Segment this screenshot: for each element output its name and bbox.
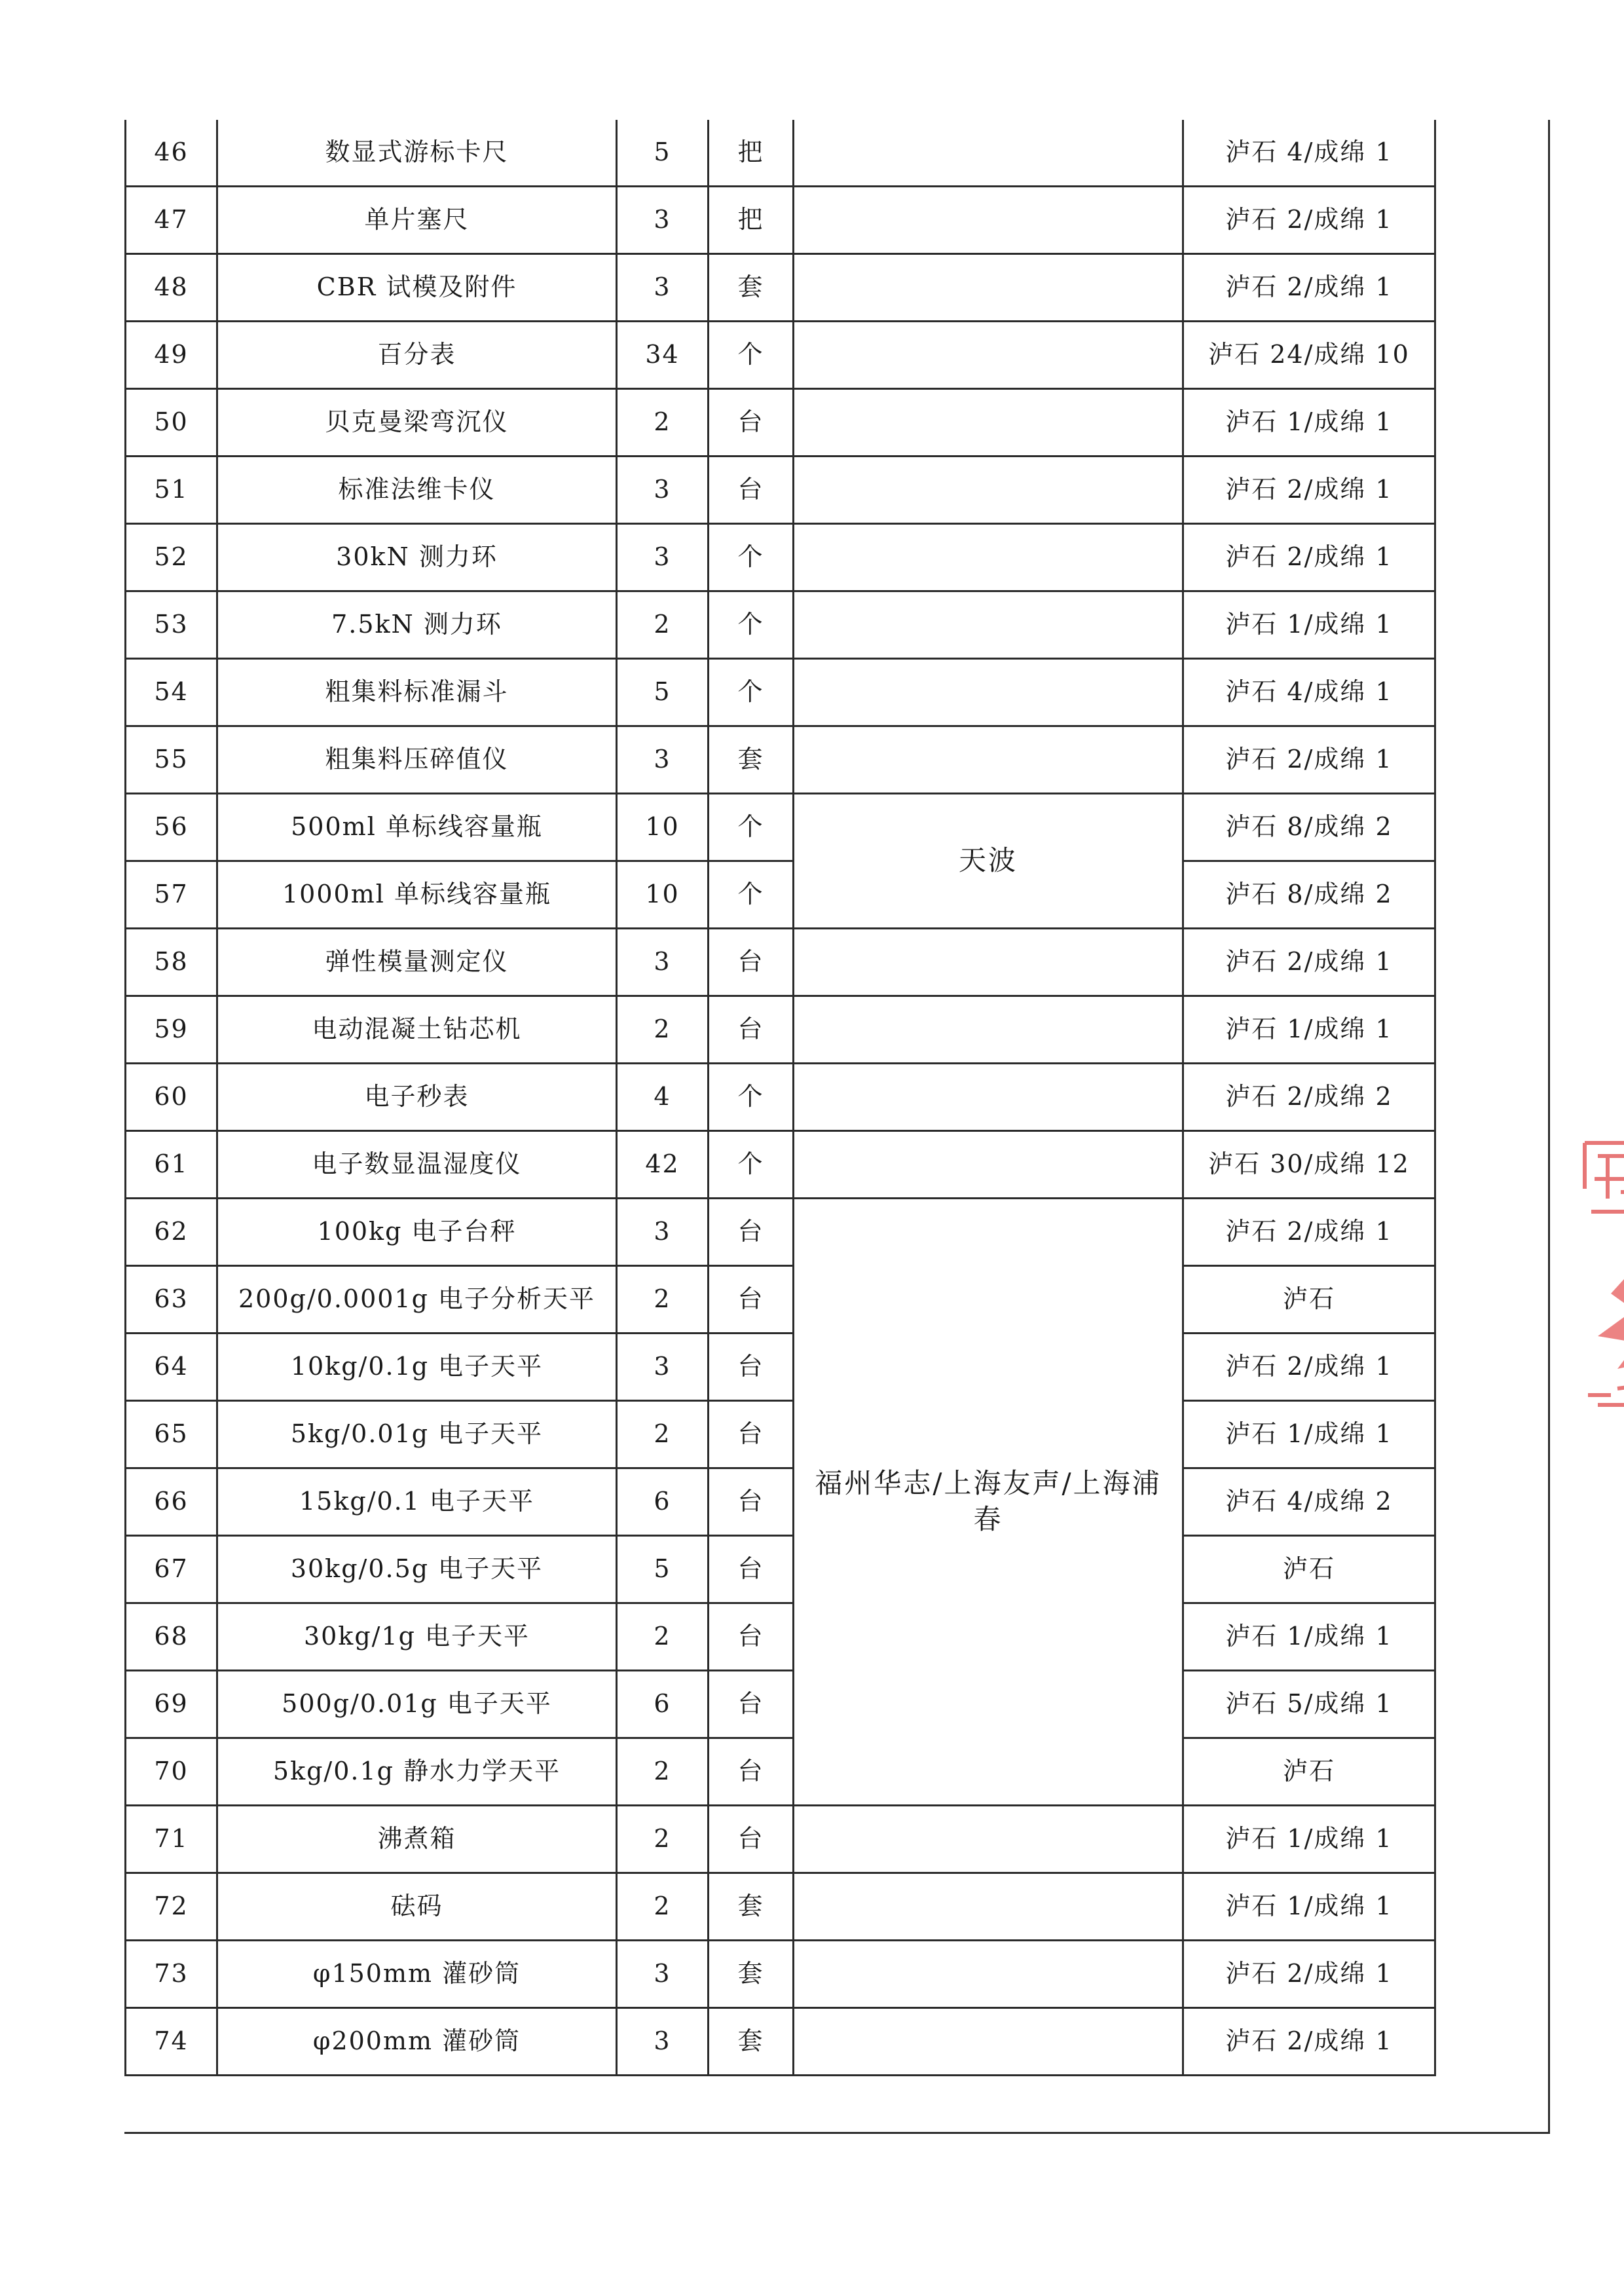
- equipment-name-cell: 粗集料压碎值仪: [217, 726, 617, 794]
- distribution-cell: 泸石 1/成绵 1: [1183, 1603, 1435, 1671]
- table-row: [126, 1468, 1435, 1536]
- distribution-cell: 泸石 1/成绵 1: [1183, 1873, 1435, 1941]
- quantity-cell: 3: [617, 2008, 709, 2076]
- table-row: [126, 2008, 1435, 2076]
- equipment-name-cell: 百分表: [217, 322, 617, 389]
- manufacturer-cell: [794, 929, 1183, 996]
- distribution-cell: 泸石 2/成绵 1: [1183, 2008, 1435, 2076]
- unit-cell: 套: [709, 1873, 794, 1941]
- equipment-name-cell: 标准法维卡仪: [217, 457, 617, 524]
- row-number-cell: 64: [126, 1334, 217, 1401]
- table-row: [126, 794, 1435, 861]
- distribution-cell: 泸石 5/成绵 1: [1183, 1671, 1435, 1738]
- distribution-cell: 泸石 24/成绵 10: [1183, 322, 1435, 389]
- distribution-cell: 泸石: [1183, 1266, 1435, 1334]
- manufacturer-cell: [794, 524, 1183, 591]
- row-number-cell: 61: [126, 1131, 217, 1199]
- unit-cell: 台: [709, 1401, 794, 1468]
- quantity-cell: 3: [617, 1334, 709, 1401]
- table-row: [126, 120, 1435, 187]
- manufacturer-cell: [794, 591, 1183, 659]
- table-row: [126, 524, 1435, 591]
- distribution-cell: 泸石 1/成绵 1: [1183, 1806, 1435, 1873]
- unit-cell: 套: [709, 726, 794, 794]
- quantity-cell: 2: [617, 1401, 709, 1468]
- unit-cell: 个: [709, 591, 794, 659]
- manufacturer-cell: [794, 322, 1183, 389]
- equipment-name-cell: 30kg/1g 电子天平: [217, 1603, 617, 1671]
- distribution-cell: 泸石 4/成绵 1: [1183, 120, 1435, 187]
- row-number-cell: 65: [126, 1401, 217, 1468]
- equipment-table-page: [124, 120, 1550, 2134]
- equipment-name-cell: 单片塞尺: [217, 187, 617, 254]
- unit-cell: 套: [709, 2008, 794, 2076]
- quantity-cell: 3: [617, 929, 709, 996]
- equipment-name-cell: 500ml 单标线容量瓶: [217, 794, 617, 861]
- row-number-cell: 72: [126, 1873, 217, 1941]
- row-number-cell: 71: [126, 1806, 217, 1873]
- table-row: [126, 1806, 1435, 1873]
- distribution-cell: 泸石 4/成绵 1: [1183, 659, 1435, 726]
- unit-cell: 个: [709, 1131, 794, 1199]
- table-row: [126, 1131, 1435, 1199]
- unit-cell: 台: [709, 1536, 794, 1603]
- equipment-name-cell: 30kg/0.5g 电子天平: [217, 1536, 617, 1603]
- table-row: [126, 254, 1435, 322]
- equipment-name-cell: 沸煮箱: [217, 1806, 617, 1873]
- unit-cell: 台: [709, 996, 794, 1064]
- manufacturer-cell: [794, 1806, 1183, 1873]
- manufacturer-cell: [794, 2008, 1183, 2076]
- manufacturer-cell: [794, 1131, 1183, 1199]
- quantity-cell: 42: [617, 1131, 709, 1199]
- row-number-cell: 49: [126, 322, 217, 389]
- row-number-cell: 56: [126, 794, 217, 861]
- quantity-cell: 3: [617, 524, 709, 591]
- unit-cell: 台: [709, 1603, 794, 1671]
- quantity-cell: 2: [617, 1603, 709, 1671]
- quantity-cell: 2: [617, 1266, 709, 1334]
- quantity-cell: 3: [617, 187, 709, 254]
- unit-cell: 个: [709, 861, 794, 929]
- table-row: [126, 591, 1435, 659]
- table-row: [126, 457, 1435, 524]
- table-row: [126, 322, 1435, 389]
- row-number-cell: 58: [126, 929, 217, 996]
- equipment-name-cell: 贝克曼梁弯沉仪: [217, 389, 617, 457]
- row-number-cell: 59: [126, 996, 217, 1064]
- row-number-cell: 57: [126, 861, 217, 929]
- quantity-cell: 3: [617, 254, 709, 322]
- unit-cell: 个: [709, 794, 794, 861]
- row-number-cell: 73: [126, 1941, 217, 2008]
- distribution-cell: 泸石 8/成绵 2: [1183, 794, 1435, 861]
- equipment-name-cell: 500g/0.01g 电子天平: [217, 1671, 617, 1738]
- manufacturer-cell: 福州华志/上海友声/上海浦春: [794, 1199, 1183, 1806]
- table-row: [126, 1334, 1435, 1401]
- distribution-cell: 泸石 2/成绵 2: [1183, 1064, 1435, 1131]
- equipment-name-cell: 7.5kN 测力环: [217, 591, 617, 659]
- row-number-cell: 74: [126, 2008, 217, 2076]
- distribution-cell: 泸石 2/成绵 1: [1183, 457, 1435, 524]
- distribution-cell: 泸石 30/成绵 12: [1183, 1131, 1435, 1199]
- quantity-cell: 10: [617, 861, 709, 929]
- unit-cell: 台: [709, 1266, 794, 1334]
- unit-cell: 个: [709, 659, 794, 726]
- equipment-name-cell: 1000ml 单标线容量瓶: [217, 861, 617, 929]
- unit-cell: 台: [709, 1738, 794, 1806]
- table-row: [126, 1738, 1435, 1806]
- row-number-cell: 68: [126, 1603, 217, 1671]
- distribution-cell: 泸石 2/成绵 1: [1183, 1941, 1435, 2008]
- unit-cell: 把: [709, 120, 794, 187]
- table-row: [126, 1941, 1435, 2008]
- quantity-cell: 6: [617, 1671, 709, 1738]
- distribution-cell: 泸石 1/成绵 1: [1183, 996, 1435, 1064]
- quantity-cell: 3: [617, 1199, 709, 1266]
- unit-cell: 台: [709, 1334, 794, 1401]
- quantity-cell: 2: [617, 1873, 709, 1941]
- manufacturer-cell: [794, 659, 1183, 726]
- quantity-cell: 5: [617, 1536, 709, 1603]
- distribution-cell: 泸石: [1183, 1738, 1435, 1806]
- equipment-name-cell: 数显式游标卡尺: [217, 120, 617, 187]
- quantity-cell: 5: [617, 659, 709, 726]
- quantity-cell: 2: [617, 1806, 709, 1873]
- table-row: [126, 1199, 1435, 1266]
- equipment-name-cell: 弹性模量测定仪: [217, 929, 617, 996]
- unit-cell: 套: [709, 254, 794, 322]
- quantity-cell: 2: [617, 1738, 709, 1806]
- quantity-cell: 3: [617, 726, 709, 794]
- distribution-cell: 泸石 2/成绵 1: [1183, 1334, 1435, 1401]
- table-row: [126, 1064, 1435, 1131]
- table-row: [126, 1401, 1435, 1468]
- distribution-cell: 泸石 2/成绵 1: [1183, 524, 1435, 591]
- row-number-cell: 53: [126, 591, 217, 659]
- unit-cell: 台: [709, 457, 794, 524]
- equipment-name-cell: 100kg 电子台秤: [217, 1199, 617, 1266]
- equipment-name-cell: 30kN 测力环: [217, 524, 617, 591]
- unit-cell: 台: [709, 1199, 794, 1266]
- equipment-name-cell: 电子秒表: [217, 1064, 617, 1131]
- row-number-cell: 70: [126, 1738, 217, 1806]
- equipment-name-cell: 电动混凝土钻芯机: [217, 996, 617, 1064]
- unit-cell: 台: [709, 1468, 794, 1536]
- table-row: [126, 929, 1435, 996]
- equipment-table: [124, 120, 1436, 2076]
- equipment-name-cell: 5kg/0.1g 静水力学天平: [217, 1738, 617, 1806]
- distribution-cell: 泸石 8/成绵 2: [1183, 861, 1435, 929]
- manufacturer-cell: [794, 996, 1183, 1064]
- quantity-cell: 4: [617, 1064, 709, 1131]
- table-row: [126, 659, 1435, 726]
- table-row: [126, 389, 1435, 457]
- distribution-cell: 泸石 2/成绵 1: [1183, 254, 1435, 322]
- table-row: [126, 1603, 1435, 1671]
- distribution-cell: 泸石 4/成绵 2: [1183, 1468, 1435, 1536]
- quantity-cell: 3: [617, 457, 709, 524]
- unit-cell: 台: [709, 1671, 794, 1738]
- row-number-cell: 55: [126, 726, 217, 794]
- manufacturer-cell: [794, 1873, 1183, 1941]
- unit-cell: 台: [709, 389, 794, 457]
- manufacturer-cell: [794, 187, 1183, 254]
- row-number-cell: 62: [126, 1199, 217, 1266]
- quantity-cell: 3: [617, 1941, 709, 2008]
- row-number-cell: 50: [126, 389, 217, 457]
- row-number-cell: 46: [126, 120, 217, 187]
- equipment-name-cell: 10kg/0.1g 电子天平: [217, 1334, 617, 1401]
- row-number-cell: 67: [126, 1536, 217, 1603]
- table-row: [126, 1266, 1435, 1334]
- equipment-name-cell: 砝码: [217, 1873, 617, 1941]
- row-number-cell: 66: [126, 1468, 217, 1536]
- distribution-cell: 泸石 2/成绵 1: [1183, 726, 1435, 794]
- red-seal-stamp: [1572, 1127, 1624, 1480]
- unit-cell: 个: [709, 1064, 794, 1131]
- distribution-cell: 泸石 1/成绵 1: [1183, 1401, 1435, 1468]
- row-number-cell: 54: [126, 659, 217, 726]
- distribution-cell: 泸石: [1183, 1536, 1435, 1603]
- distribution-cell: 泸石 2/成绵 1: [1183, 187, 1435, 254]
- equipment-name-cell: 200g/0.0001g 电子分析天平: [217, 1266, 617, 1334]
- row-number-cell: 48: [126, 254, 217, 322]
- table-row: [126, 996, 1435, 1064]
- row-number-cell: 51: [126, 457, 217, 524]
- equipment-name-cell: 5kg/0.01g 电子天平: [217, 1401, 617, 1468]
- equipment-name-cell: 粗集料标准漏斗: [217, 659, 617, 726]
- unit-cell: 台: [709, 929, 794, 996]
- table-row: [126, 861, 1435, 929]
- unit-cell: 把: [709, 187, 794, 254]
- table-row: [126, 1671, 1435, 1738]
- manufacturer-cell: [794, 389, 1183, 457]
- quantity-cell: 2: [617, 996, 709, 1064]
- row-number-cell: 47: [126, 187, 217, 254]
- quantity-cell: 6: [617, 1468, 709, 1536]
- unit-cell: 台: [709, 1806, 794, 1873]
- manufacturer-cell: [794, 457, 1183, 524]
- distribution-cell: 泸石 2/成绵 1: [1183, 1199, 1435, 1266]
- row-number-cell: 69: [126, 1671, 217, 1738]
- equipment-name-cell: CBR 试模及附件: [217, 254, 617, 322]
- distribution-cell: 泸石 2/成绵 1: [1183, 929, 1435, 996]
- row-number-cell: 63: [126, 1266, 217, 1334]
- table-row: [126, 1536, 1435, 1603]
- table-row: [126, 1873, 1435, 1941]
- manufacturer-cell: 天波: [794, 794, 1183, 929]
- equipment-name-cell: φ150mm 灌砂筒: [217, 1941, 617, 2008]
- unit-cell: 个: [709, 322, 794, 389]
- row-number-cell: 60: [126, 1064, 217, 1131]
- row-number-cell: 52: [126, 524, 217, 591]
- manufacturer-cell: [794, 254, 1183, 322]
- equipment-name-cell: 电子数显温湿度仪: [217, 1131, 617, 1199]
- distribution-cell: 泸石 1/成绵 1: [1183, 389, 1435, 457]
- table-row: [126, 187, 1435, 254]
- quantity-cell: 34: [617, 322, 709, 389]
- manufacturer-cell: [794, 726, 1183, 794]
- unit-cell: 个: [709, 524, 794, 591]
- equipment-name-cell: φ200mm 灌砂筒: [217, 2008, 617, 2076]
- unit-cell: 套: [709, 1941, 794, 2008]
- quantity-cell: 10: [617, 794, 709, 861]
- manufacturer-cell: [794, 1064, 1183, 1131]
- quantity-cell: 5: [617, 120, 709, 187]
- quantity-cell: 2: [617, 389, 709, 457]
- equipment-name-cell: 15kg/0.1 电子天平: [217, 1468, 617, 1536]
- manufacturer-cell: [794, 120, 1183, 187]
- quantity-cell: 2: [617, 591, 709, 659]
- manufacturer-cell: [794, 1941, 1183, 2008]
- distribution-cell: 泸石 1/成绵 1: [1183, 591, 1435, 659]
- table-row: [126, 726, 1435, 794]
